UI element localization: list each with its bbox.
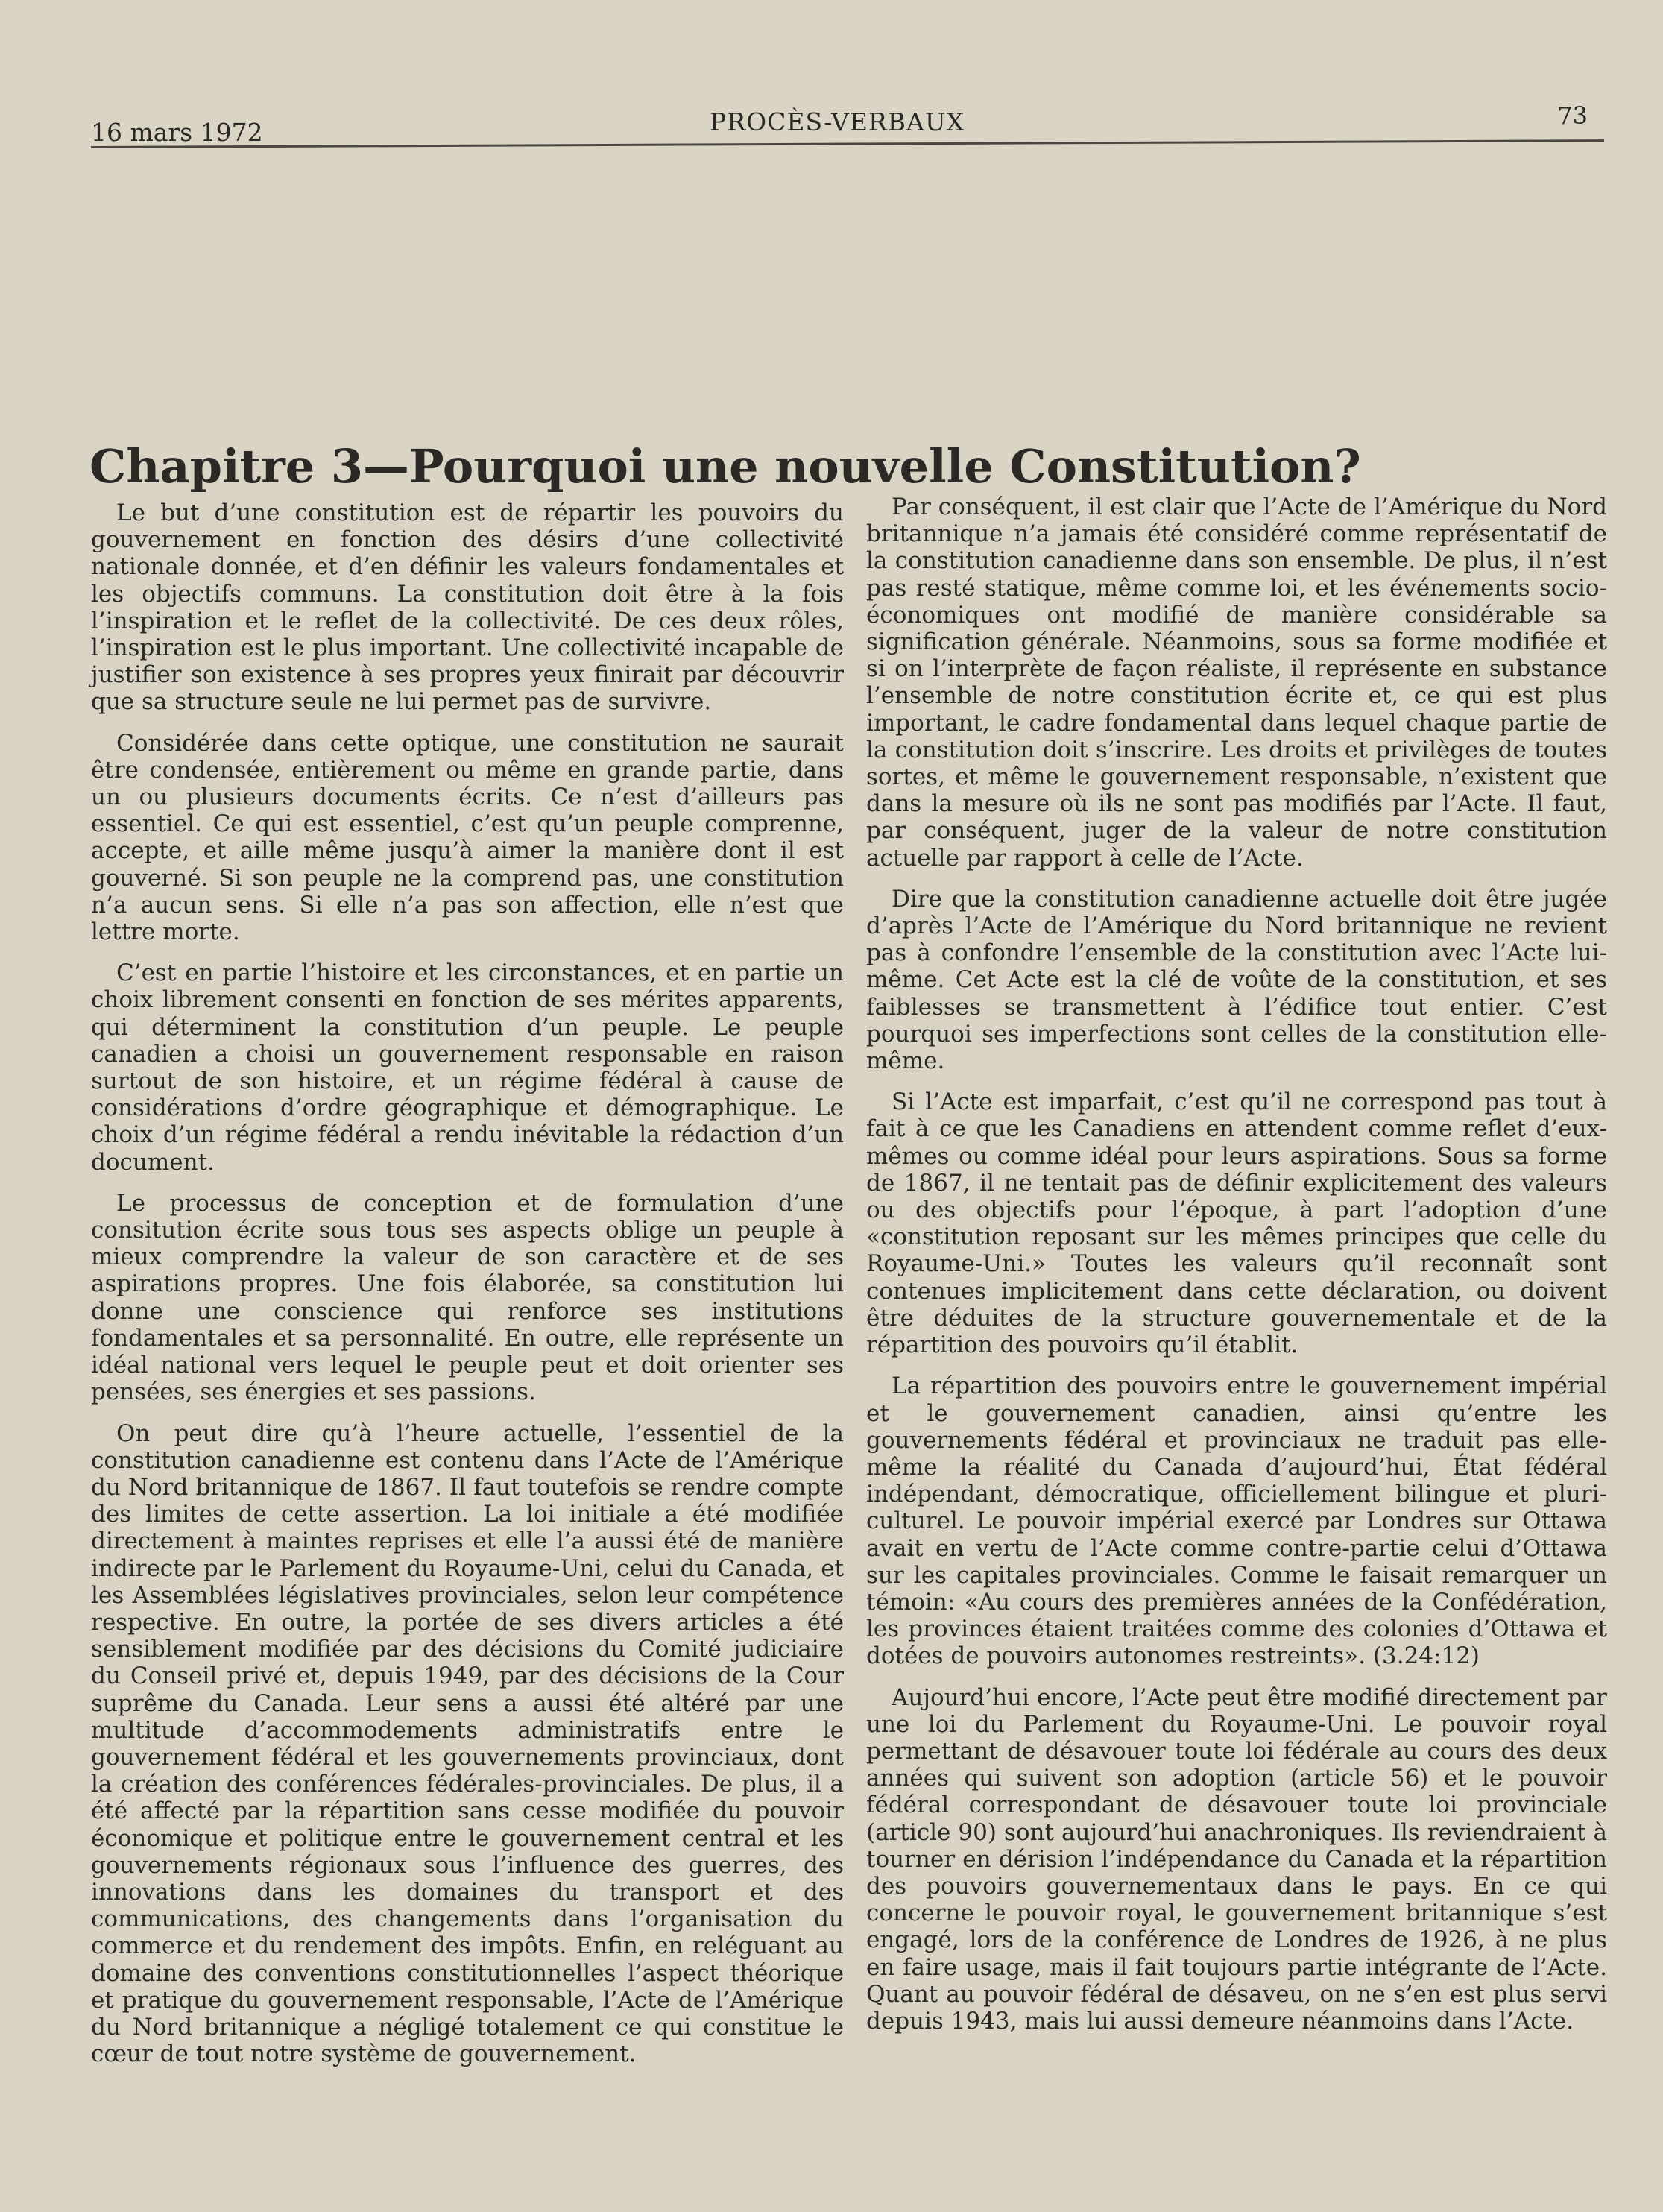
paragraph: Le but d’une constitution est de répartir les pouvoirs du gouvernement en fonction des désirs d’une collectivité nationale donnée, et d’en définir les valeurs fondamentales et les objectifs communs. La constitution doit être à la fois l’inspiration et le reflet de la collectivité. De ces deux rôles, l’inspiration est le plus important. Une collectivité incapable de justifier son existence à ses propres yeux finirait par découvrir que sa structure seule ne lui permet pas de survivre.: [91, 500, 844, 716]
left-column: [91, 500, 844, 2067]
paragraph: La répartition des pouvoirs entre le gouvernement impérial et le gouvernement canadien, ainsi qu’entre les gouvernements fédéral et provinciaux ne traduit pas elle-même la réalité du Canada d’aujourd’hui, État fédéral indépendant, démocratique, officiellement bilingue et pluri-culturel. Le pouvoir impérial exercé par Londres sur Ottawa avait en vertu de l’Acte comme contre-partie celui d’Ottawa sur les capitales provinciales. Comme le faisait remarquer un témoin: «Au cours des premières années de la Confédération, les provinces étaient traitées comme des colonies d’Ottawa et dotées de pouvoirs autonomes restreints». (3.24:12): [866, 1373, 1607, 1670]
paragraph: Si l’Acte est imparfait, c’est qu’il ne correspond pas tout à fait à ce que les Canadiens en attendent comme reflet d’eux-mêmes ou comme idéal pour leurs aspirations. Sous sa forme de 1867, il ne tentait pas de définir explicitement des valeurs ou des objectifs pour l’époque, à part l’adoption d’une «constitution reposant sur les mêmes principes que celle du Royaume-Uni.» Toutes les valeurs qu’il reconnaît sont contenues implicitement dans cette déclaration, ou doivent être déduites de la structure gouvernementale et de la répartition des pouvoirs qu’il établit.: [866, 1088, 1607, 1359]
paragraph: Dire que la constitution canadienne actuelle doit être jugée d’après l’Acte de l’Amérique du Nord britannique ne revient pas à confondre l’ensemble de la constitution avec l’Acte lui-même. Cet Acte est la clé de voûte de la constitution, et ses faiblesses se transmettent à l’édifice tout entier. C’est pourquoi ses imperfections sont celles de la constitution elle-même.: [866, 885, 1607, 1075]
header-title: PROCÈS-VERBAUX: [710, 107, 965, 136]
paragraph: Le processus de conception et de formulation d’une consitution écrite sous tous ses aspects oblige un peuple à mieux comprendre la valeur de son caractère et de ses aspirations propres. Une fois élaborée, sa constitution lui donne une conscience qui renforce ses institutions fondamentales et sa personnalité. En outre, elle représente un idéal national vers lequel le peuple peut et doit orienter ses pensées, ses énergies et ses passions.: [91, 1189, 844, 1406]
paragraph: C’est en partie l’histoire et les circonstances, et en partie un choix librement consenti en fonction de ses mérites apparents, qui déterminent la constitution d’un peuple. Le peuple canadien a choisi un gouvernement responsable en raison surtout de son histoire, et un régime fédéral à cause de considérations d’ordre géographique et démographique. Le choix d’un régime fédéral a rendu inévitable la rédaction d’un document.: [91, 960, 844, 1176]
page-number: 73: [1557, 101, 1588, 130]
paragraph: Aujourd’hui encore, l’Acte peut être modifié directement par une loi du Parlement du Royaume-Uni. Le pouvoir royal permettant de désavouer toute loi fédérale au cours des deux années qui suivent son adoption (article 56) et le pouvoir fédéral correspondant de désavouer toute loi provinciale (article 90) sont aujourd’hui anachroniques. Ils reviendraient à tourner en dérision l’indépendance du Canada et la répartition des pouvoirs gouvernementaux dans le pays. En ce qui concerne le pouvoir royal, le gouvernement britannique s’est engagé, lors de la conférence de Londres de 1926, à ne plus en faire usage, mais il fait toujours partie intégrante de l’Acte. Quant au pouvoir fédéral de désaveu, on ne s’en est plus servi depuis 1943, mais lui aussi demeure néanmoins dans l’Acte.: [866, 1683, 1607, 2035]
chapter-title: Chapitre 3—Pourquoi une nouvelle Constitution?: [89, 438, 1361, 494]
paragraph: On peut dire qu’à l’heure actuelle, l’essentiel de la constitution canadienne est contenu dans l’Acte de l’Amérique du Nord britannique de 1867. Il faut toutefois se rendre compte des limites de cette assertion. La loi initiale a été modifiée directement à maintes reprises et elle l’a aussi été de manière indirecte par le Parlement du Royaume-Uni, celui du Canada, et les Assemblées législatives provinciales, selon leur compétence respective. En outre, la portée de ses divers articles a été sensiblement modifiée par des décisions du Comité judiciaire du Conseil privé et, depuis 1949, par des décisions de la Cour suprême du Canada. Leur sens a aussi été altéré par une multitude d’accommodements administratifs entre le gouvernement fédéral et les gouvernements provinciaux, dont la création des conférences fédérales-provinciales. De plus, il a été affecté par la répartition sans cesse modifiée du pouvoir économique et politique entre le gouvernement central et les gouvernements régionaux sous l’influence des guerres, des innovations dans les domaines du transport et des communications, des changements dans l’organisation du commerce et du rendement des impôts. Enfin, en reléguant au domaine des conventions constitutionnelles l’aspect théorique et pratique du gouvernement responsable, l’Acte de l’Amérique du Nord britannique a négligé totalement ce qui constitue le cœur de tout notre système de gouvernement.: [91, 1419, 844, 2068]
paragraph: Par conséquent, il est clair que l’Acte de l’Amérique du Nord britannique n’a jamais été considéré comme représentatif de la constitution canadienne dans son ensemble. De plus, il n’est pas resté statique, même comme loi, et les événements socio-économiques ont modifié de manière considérable sa signification générale. Néanmoins, sous sa forme modifiée et si on l’interprète de façon réaliste, il représente en substance l’ensemble de notre constitution écrite et, ce qui est plus important, le cadre fondamental dans lequel chaque partie de la constitution doit s’inscrire. Les droits et privilèges de toutes sortes, et même le gouvernement responsable, n’existent que dans la mesure où ils ne sont pas modifiés par l’Acte. Il faut, par conséquent, juger de la valeur de notre constitution actuelle par rapport à celle de l’Acte.: [866, 494, 1607, 872]
header-date: 16 mars 1972: [91, 118, 263, 147]
paragraph: Considérée dans cette optique, une constitution ne saurait être condensée, entièrement ou même en grande partie, dans un ou plusieurs documents écrits. Ce n’est d’ailleurs pas essentiel. Ce qui est essentiel, c’est qu’un peuple comprenne, accepte, et aille même jusqu’à aimer la manière dont il est gouverné. Si son peuple ne la comprend pas, une constitution n’a aucun sens. Si elle n’a pas son affection, elle n’est que lettre morte.: [91, 729, 844, 946]
right-column: [866, 494, 1607, 2035]
